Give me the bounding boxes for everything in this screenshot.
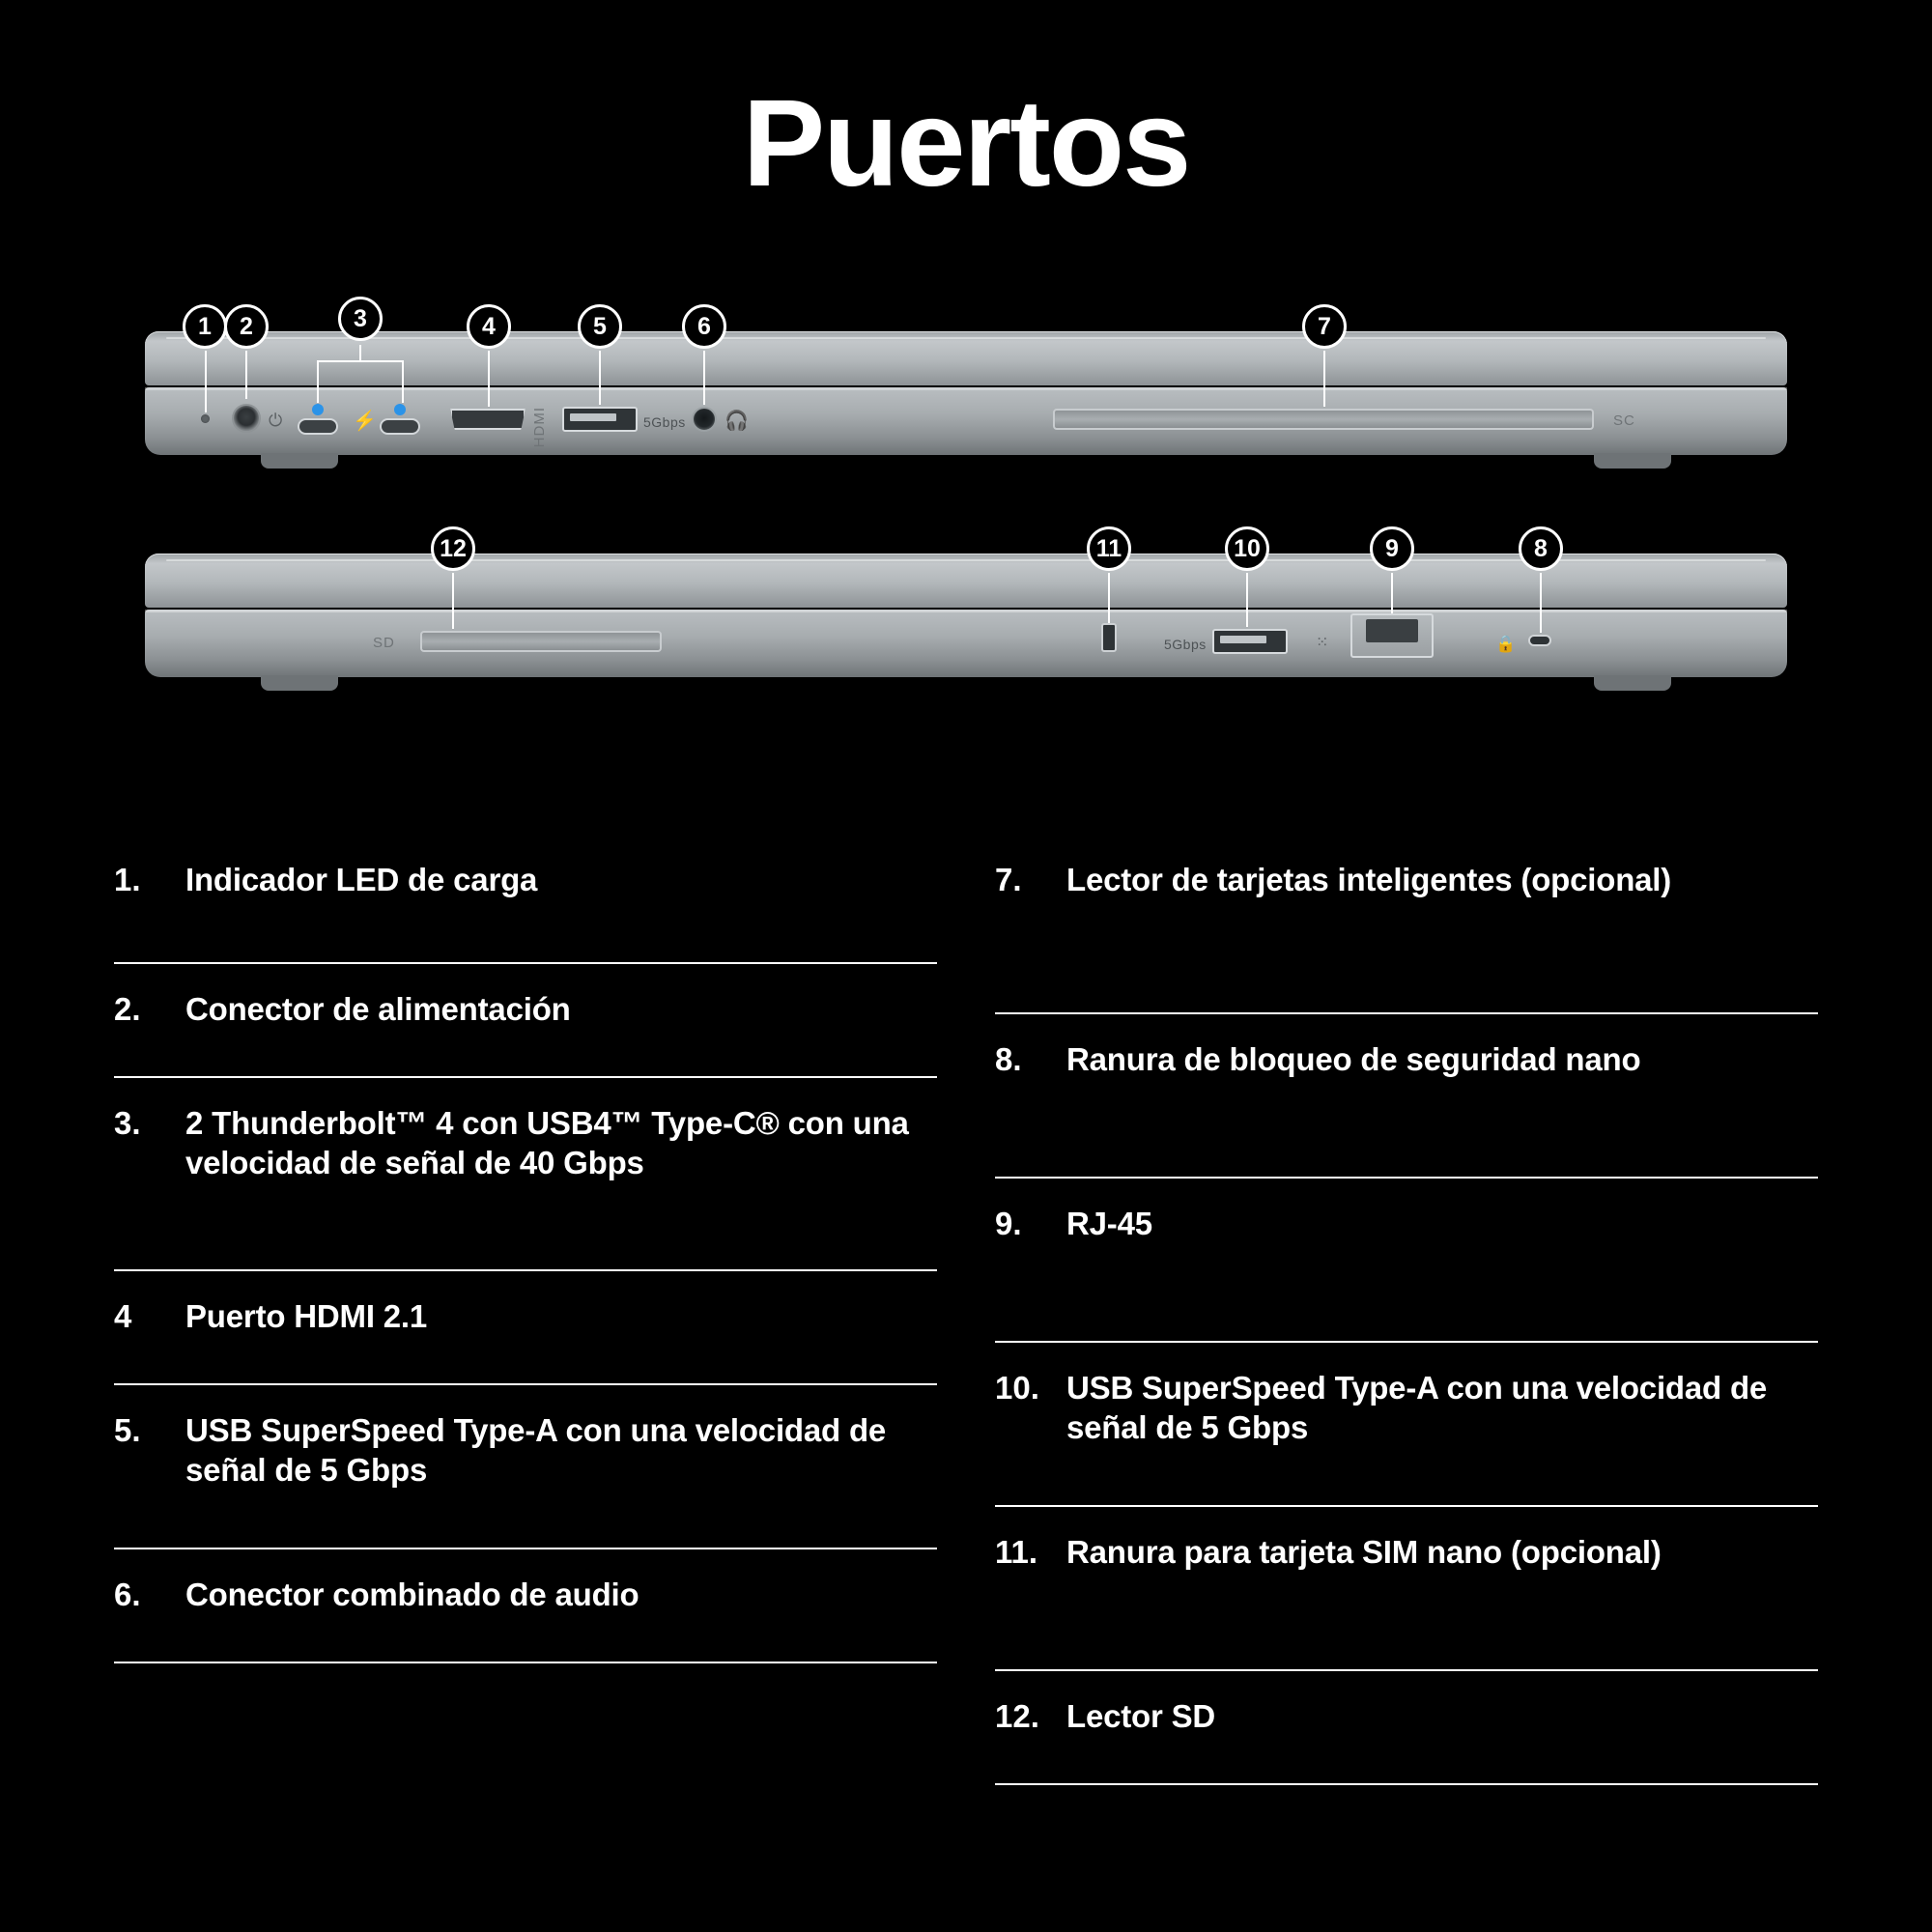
leader-line-3b (402, 360, 404, 403)
legend-number-11: 11. (995, 1534, 1038, 1570)
laptop-foot-left-2 (261, 675, 338, 691)
usb-type-a-port-5 (562, 407, 638, 432)
page-title: Puertos (742, 74, 1190, 213)
legend-number-1: 1. (114, 862, 141, 897)
callout-8[interactable]: 8 (1519, 526, 1563, 571)
leader-line-11 (1108, 573, 1110, 623)
legend-item-7 (995, 850, 1818, 1014)
legend-item-2 (114, 964, 937, 1078)
legend-text-10: USB SuperSpeed Type-A con una velocidad de señal de 5 Gbps (1066, 1370, 1768, 1446)
legend-item-9 (995, 1179, 1818, 1343)
leader-line-9 (1391, 573, 1393, 613)
legend-text-5: USB SuperSpeed Type-A con una velocidad de señal de 5 Gbps (185, 1412, 887, 1489)
legend-column-right (995, 850, 1818, 1785)
legend-number-9: 9. (995, 1206, 1022, 1241)
callout-9[interactable]: 9 (1370, 526, 1414, 571)
legend-text-9: RJ-45 (1066, 1206, 1152, 1241)
legend-number-5: 5. (114, 1412, 141, 1448)
usb-speed-label-5gbps: 5Gbps (643, 414, 686, 430)
callout-1[interactable]: 1 (183, 304, 227, 349)
callout-10[interactable]: 10 (1225, 526, 1269, 571)
legend-text-2: Conector de alimentación (185, 991, 571, 1027)
thunderbolt-icon: ⚡ (353, 411, 377, 432)
network-icon: ⁙ (1316, 635, 1329, 651)
nano-sim-slot (1101, 623, 1117, 652)
laptop-foot-right (1594, 453, 1671, 469)
leader-line-1 (205, 351, 207, 412)
laptop-right-side-view (145, 534, 1787, 708)
thunderbolt-port-2 (380, 404, 420, 435)
legend-text-1: Indicador LED de carga (185, 862, 538, 897)
leader-line-7 (1323, 351, 1325, 407)
laptop-lid (145, 331, 1787, 385)
thunderbolt-port-1 (298, 404, 338, 435)
power-connector-port (232, 404, 261, 433)
legend-item-4 (114, 1271, 937, 1385)
smart-card-label: SC (1613, 412, 1635, 429)
legend-number-7: 7. (995, 862, 1022, 897)
led-charge-indicator (201, 414, 210, 423)
legend-text-6: Conector combinado de audio (185, 1577, 639, 1612)
hdmi-label: HDMI (531, 407, 548, 448)
leader-line-3c (359, 345, 361, 362)
laptop-foot-right-2 (1594, 675, 1671, 691)
leader-line-8 (1540, 573, 1542, 633)
laptop-foot-left (261, 453, 338, 469)
audio-combo-jack (692, 407, 717, 432)
ports-diagram (0, 273, 1932, 814)
leader-line-3a (317, 360, 319, 403)
legend-item-6 (114, 1549, 937, 1663)
legend-item-3 (114, 1078, 937, 1271)
nano-security-lock-slot (1528, 635, 1551, 646)
legend-text-12: Lector SD (1066, 1698, 1216, 1734)
rj45-ethernet-port (1350, 613, 1434, 658)
legend-number-10: 10. (995, 1370, 1039, 1406)
callout-2[interactable]: 2 (224, 304, 269, 349)
laptop-left-side-view (145, 304, 1787, 486)
leader-line-6 (703, 351, 705, 405)
legend-text-3: 2 Thunderbolt™ 4 con USB4™ Type-C® con una velocidad de señal de 40 Gbps (185, 1105, 909, 1181)
legend-column-left (114, 850, 937, 1785)
smart-card-reader-slot (1053, 409, 1594, 430)
legend-item-5 (114, 1385, 937, 1549)
legend-item-8 (995, 1014, 1818, 1179)
legend-item-11 (995, 1507, 1818, 1671)
legend-item-10 (995, 1343, 1818, 1507)
callout-3[interactable]: 3 (338, 297, 383, 341)
legend-item-12 (995, 1671, 1818, 1785)
callout-4[interactable]: 4 (467, 304, 511, 349)
legend-number-3: 3. (114, 1105, 141, 1141)
callout-6[interactable]: 6 (682, 304, 726, 349)
legend-text-8: Ranura de bloqueo de seguridad nano (1066, 1041, 1641, 1077)
leader-line-5 (599, 351, 601, 405)
callout-11[interactable]: 11 (1087, 526, 1131, 571)
legend-number-6: 6. (114, 1577, 141, 1612)
legend-number-12: 12. (995, 1698, 1039, 1734)
sd-label: SD (373, 635, 395, 651)
legend-number-8: 8. (995, 1041, 1022, 1077)
leader-line-4 (488, 351, 490, 407)
usb-speed-label-5gbps-2: 5Gbps (1164, 637, 1207, 652)
callout-5[interactable]: 5 (578, 304, 622, 349)
legend-text-4: Puerto HDMI 2.1 (185, 1298, 428, 1334)
lock-icon: 🔒 (1495, 635, 1517, 653)
leader-line-12 (452, 573, 454, 629)
power-icon: ⏻ (269, 411, 283, 430)
callout-7[interactable]: 7 (1302, 304, 1347, 349)
callout-12[interactable]: 12 (431, 526, 475, 571)
legend-text-7: Lector de tarjetas inteligentes (opcional) (1066, 862, 1672, 897)
legend-item-1 (114, 850, 937, 964)
usb-type-a-port-10 (1212, 629, 1288, 654)
sd-card-reader-slot (420, 631, 662, 652)
leader-line-10 (1246, 573, 1248, 627)
ports-legend (0, 850, 1932, 1785)
legend-text-11: Ranura para tarjeta SIM nano (opcional) (1066, 1534, 1662, 1570)
headphone-icon: 🎧 (724, 411, 749, 432)
legend-number-2: 2. (114, 991, 141, 1027)
legend-number-4: 4 (114, 1298, 132, 1334)
leader-line-2 (245, 351, 247, 399)
hdmi-port (450, 409, 526, 430)
